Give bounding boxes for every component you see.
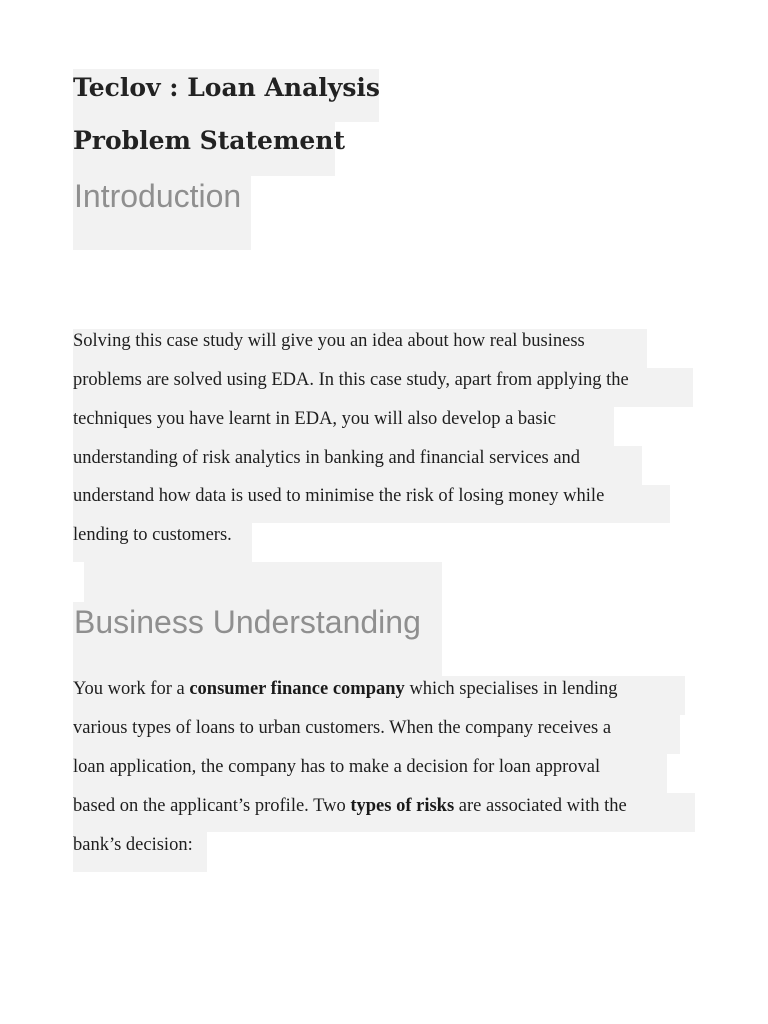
bold-term-types-of-risks: types of risks (350, 796, 455, 816)
highlight-block (84, 562, 442, 602)
text-span: which specialises in lending (404, 679, 618, 699)
intro-line: understand how data is used to minimise the risk of losing money while (73, 486, 605, 506)
intro-line: understanding of risk analytics in banking and financial services and (73, 448, 581, 468)
business-line: bank’s decision: (73, 835, 193, 855)
intro-line: Solving this case study will give you an idea about how real business (73, 331, 585, 351)
business-line: loan application, the company has to make a decision for loan approval (73, 757, 601, 777)
business-line: various types of loans to urban customers. When the company receives a (73, 718, 612, 738)
document-subtitle: Problem Statement (73, 126, 346, 155)
bold-term-consumer-finance-company: consumer finance company (189, 679, 405, 699)
intro-line: problems are solved using EDA. In this case study, apart from applying the (73, 370, 629, 390)
document-title: Teclov : Loan Analysis (73, 73, 380, 102)
text-span: are associated with the (454, 796, 627, 816)
business-line (73, 678, 618, 700)
intro-line: techniques you have learnt in EDA, you will also develop a basic (73, 409, 556, 429)
business-line (73, 795, 627, 817)
text-span: You work for a (73, 679, 190, 699)
text-span: based on the applicant’s profile. Two (73, 796, 351, 816)
intro-line: lending to customers. (73, 525, 232, 545)
section-heading-business-understanding: Business Understanding (74, 604, 421, 640)
section-heading-introduction: Introduction (74, 178, 242, 214)
